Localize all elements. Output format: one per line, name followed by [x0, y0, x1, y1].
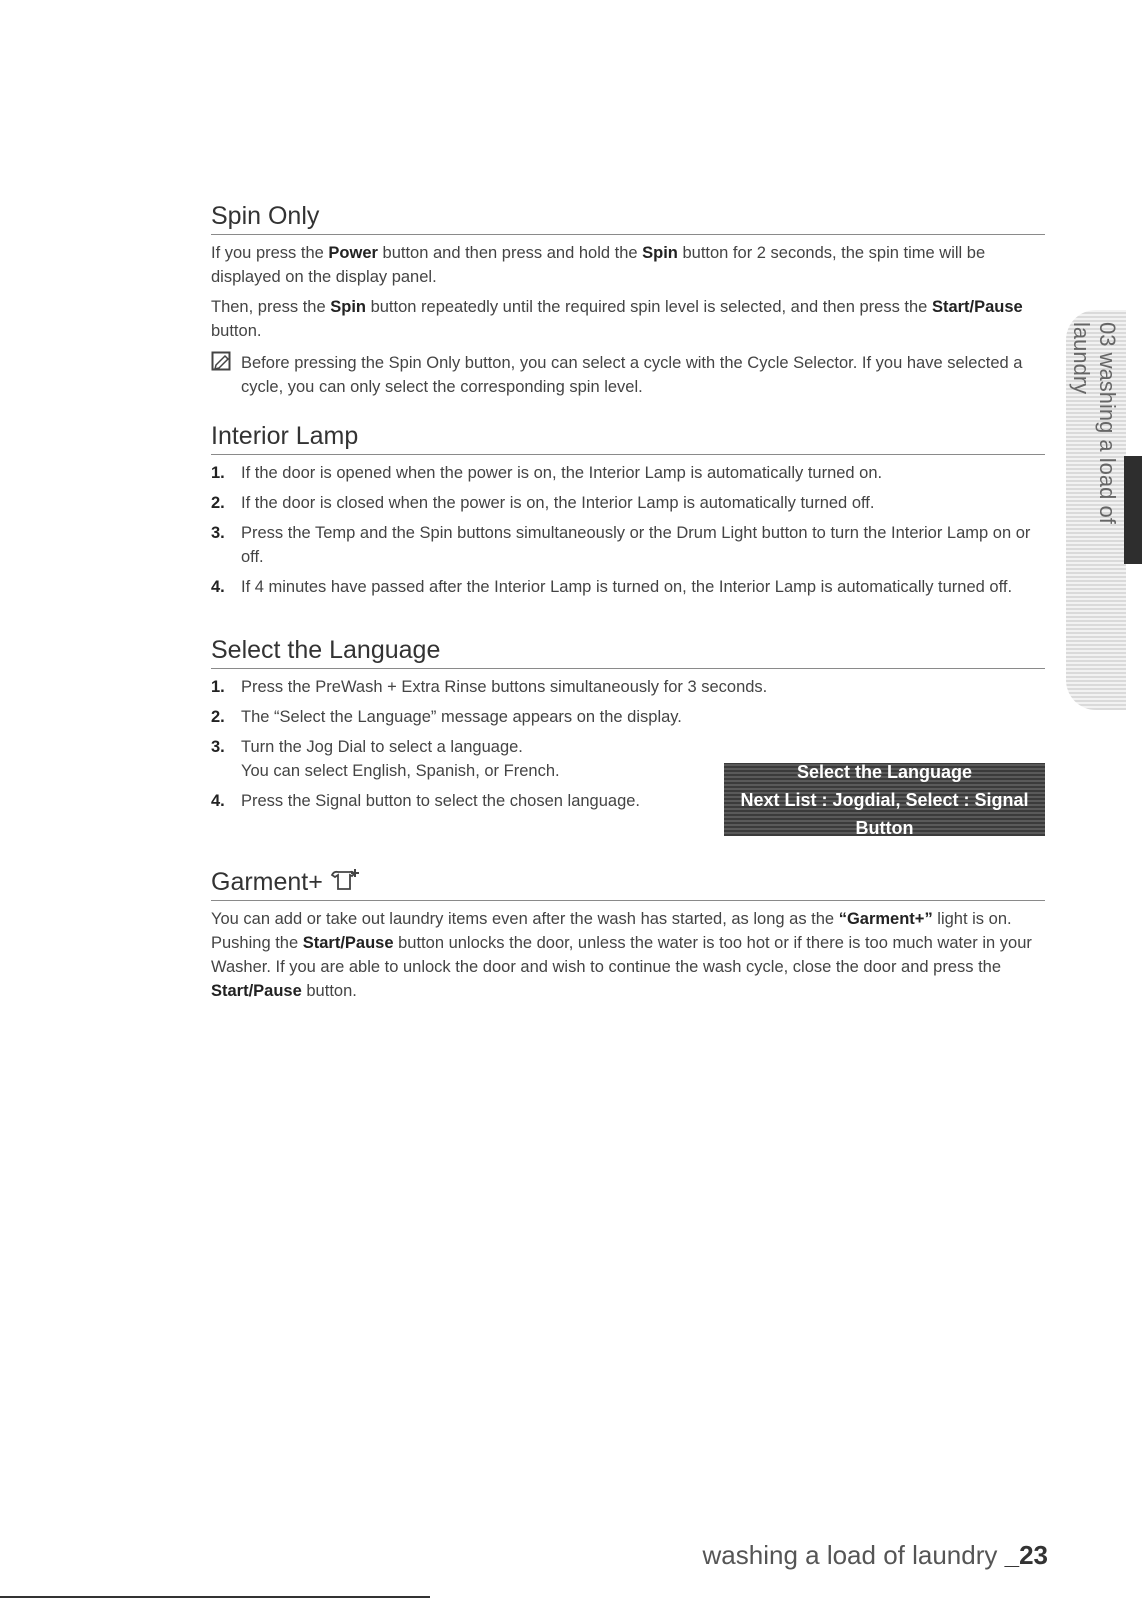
heading-spin-only: Spin Only — [211, 200, 1045, 235]
section-garment — [211, 866, 1045, 1003]
garment-paragraph: You can add or take out laundry items even after the wash has started, as long as the “Garment+” light is on. Pushing the Start/Pause button unlocks the door, unless the water is too hot or if there is too much water in your Washer. If you are able to unlock the door and wish to continue the wash cycle, close the door and press the Start/Pause button. — [211, 910, 1032, 1000]
list-item: 1. If the door is opened when the power is on, the Interior Lamp is automatically turned on. — [211, 464, 883, 482]
list-item: 4. If 4 minutes have passed after the Interior Lamp is turned on, the Interior Lamp is automatically turned off. — [211, 578, 1013, 596]
page-number: _23 — [1004, 1540, 1048, 1570]
list-item: 4. Press the Signal button to select the chosen language. — [211, 792, 641, 810]
footer-text: washing a load of laundry — [702, 1540, 1005, 1570]
chapter-side-tab-label: 03 washing a load of laundry — [1069, 322, 1120, 524]
language-display-panel — [724, 763, 1045, 836]
page-footer — [703, 1540, 1048, 1571]
spin-only-note — [211, 351, 1045, 399]
heading-interior-lamp: Interior Lamp — [211, 420, 1045, 455]
section-interior-lamp — [211, 420, 1045, 599]
list-item: 2. If the door is closed when the power is on, the Interior Lamp is automatically turned off. — [211, 494, 875, 512]
list-item: 3. Turn the Jog Dial to select a language. You can select English, Spanish, or French. — [211, 738, 560, 780]
list-item: 1. Press the PreWash + Extra Rinse buttons simultaneously for 3 seconds. — [211, 678, 768, 696]
display-line-1: Select the Language — [796, 761, 973, 782]
section-spin-only — [211, 200, 1045, 399]
heading-garment: Garment+ — [211, 866, 1045, 901]
spin-only-paragraph-1: If you press the Power button and then press and hold the Spin button for 2 seconds, the spin time will be displayed on the display panel. — [211, 244, 986, 286]
spin-only-paragraph-2: Then, press the Spin button repeatedly until the required spin level is selected, and then press the Start/Pause button. — [211, 298, 1023, 340]
note-icon — [211, 351, 241, 399]
bottom-rule — [0, 1596, 430, 1598]
heading-select-language: Select the Language — [211, 634, 1045, 669]
note-text: Before pressing the Spin Only button, you can select a cycle with the Cycle Selector. If you have selected a cycle, you can only select the corresponding spin level. — [241, 354, 1023, 396]
display-line-2: Next List : Jogdial, Select : Signal Button — [740, 789, 1029, 838]
garment-plus-icon — [330, 868, 360, 896]
list-item: 2. The “Select the Language” message appears on the display. — [211, 708, 682, 726]
list-item: 3. Press the Temp and the Spin buttons simultaneously or the Drum Light button to turn the Interior Lamp on or off. — [211, 524, 1031, 566]
chapter-side-tab-marker — [1124, 456, 1142, 564]
